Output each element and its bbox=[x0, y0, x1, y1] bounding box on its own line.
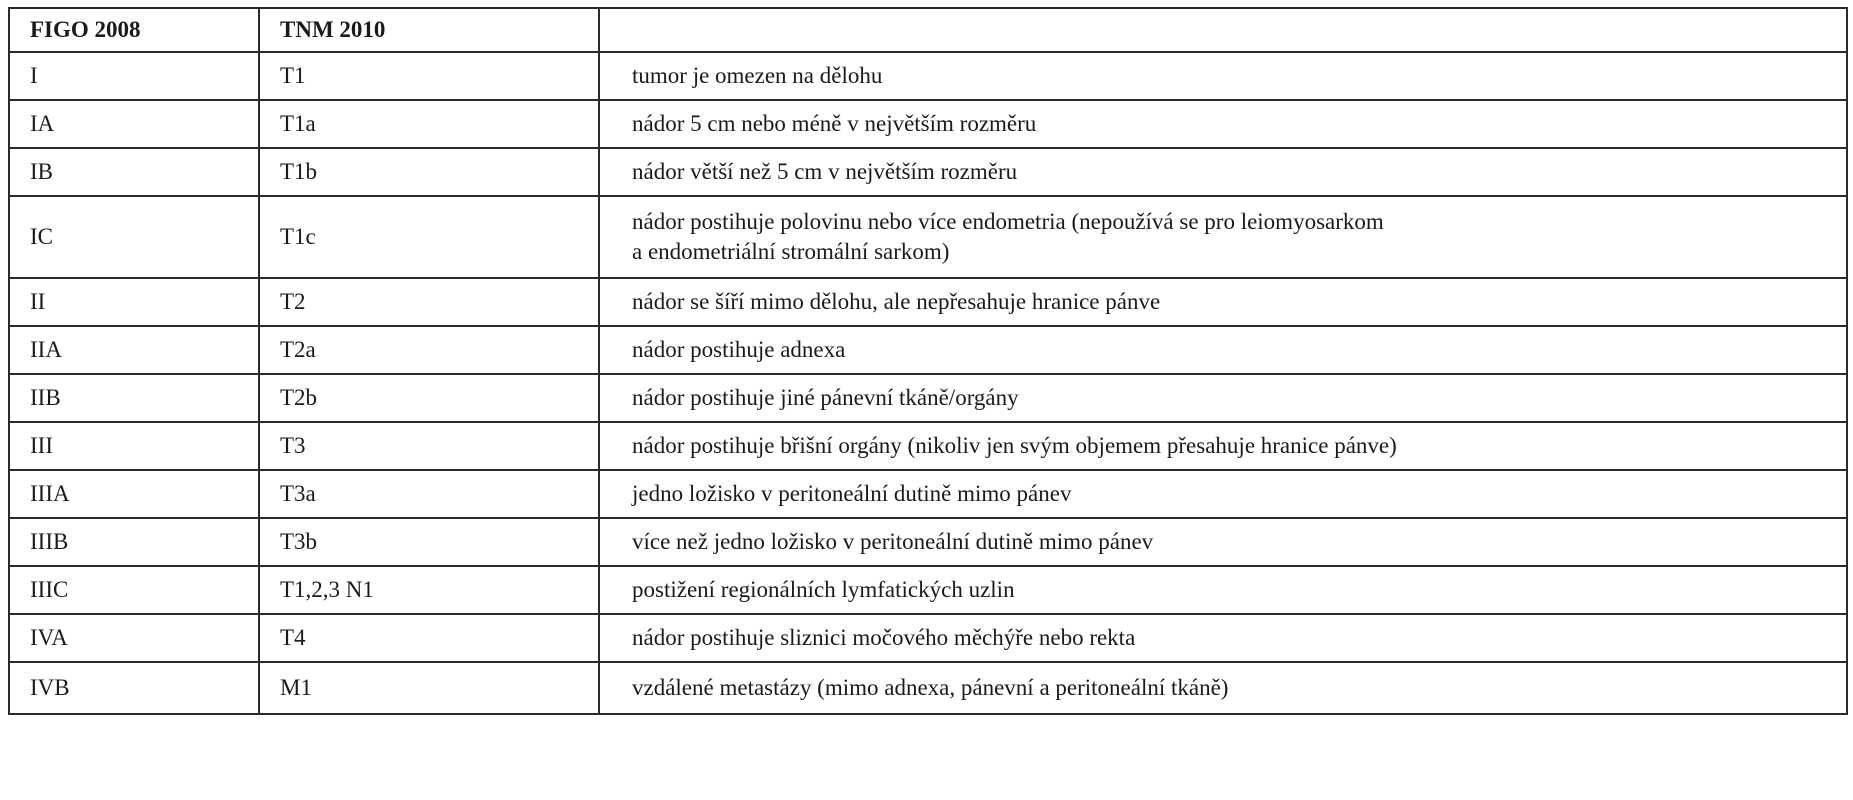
cell-description bbox=[599, 148, 1847, 196]
cell-tnm-stage: T3 bbox=[259, 422, 599, 470]
table-row bbox=[9, 614, 1847, 662]
description-line: jedno ložisko v peritoneální dutině mimo pánev bbox=[632, 481, 1072, 506]
cell-tnm-stage: T2a bbox=[259, 326, 599, 374]
cell-description bbox=[599, 662, 1847, 714]
header-description bbox=[599, 8, 1847, 52]
table-row bbox=[9, 662, 1847, 714]
table-row bbox=[9, 52, 1847, 100]
cell-figo-stage: IC bbox=[9, 196, 259, 278]
header-tnm: TNM 2010 bbox=[259, 8, 599, 52]
cell-figo-stage: IVB bbox=[9, 662, 259, 714]
cell-tnm-stage: T3b bbox=[259, 518, 599, 566]
cell-description bbox=[599, 278, 1847, 326]
cell-tnm-stage: T3a bbox=[259, 470, 599, 518]
cell-description bbox=[599, 52, 1847, 100]
table-row bbox=[9, 518, 1847, 566]
table-row bbox=[9, 278, 1847, 326]
header-figo: FIGO 2008 bbox=[9, 8, 259, 52]
description-line: nádor postihuje adnexa bbox=[632, 337, 846, 362]
staging-table bbox=[8, 7, 1848, 715]
cell-figo-stage: III bbox=[9, 422, 259, 470]
cell-figo-stage: II bbox=[9, 278, 259, 326]
cell-figo-stage: IIIA bbox=[9, 470, 259, 518]
cell-description bbox=[599, 470, 1847, 518]
cell-description bbox=[599, 196, 1847, 278]
description-line: vzdálené metastázy (mimo adnexa, pánevní a peritoneální tkáně) bbox=[632, 675, 1229, 700]
cell-figo-stage: IIIB bbox=[9, 518, 259, 566]
description-line: nádor 5 cm nebo méně v největším rozměru bbox=[632, 111, 1037, 136]
table-row bbox=[9, 100, 1847, 148]
cell-description bbox=[599, 614, 1847, 662]
description-line: více než jedno ložisko v peritoneální dutině mimo pánev bbox=[632, 529, 1154, 554]
cell-description bbox=[599, 566, 1847, 614]
cell-description bbox=[599, 100, 1847, 148]
description-line: nádor větší než 5 cm v největším rozměru bbox=[632, 159, 1018, 184]
table-row bbox=[9, 374, 1847, 422]
cell-description bbox=[599, 422, 1847, 470]
cell-tnm-stage: T1,2,3 N1 bbox=[259, 566, 599, 614]
cell-tnm-stage: T2b bbox=[259, 374, 599, 422]
description-line: tumor je omezen na dělohu bbox=[632, 63, 883, 88]
description-line: a endometriální stromální sarkom) bbox=[632, 239, 950, 264]
cell-figo-stage: IVA bbox=[9, 614, 259, 662]
cell-figo-stage: I bbox=[9, 52, 259, 100]
description-line: nádor postihuje břišní orgány (nikoliv jen svým objemem přesahuje hranice pánve) bbox=[632, 433, 1397, 458]
table-row bbox=[9, 326, 1847, 374]
table-row bbox=[9, 196, 1847, 278]
table-body bbox=[9, 52, 1847, 714]
table-row bbox=[9, 148, 1847, 196]
cell-tnm-stage: T1 bbox=[259, 52, 599, 100]
cell-figo-stage: IIA bbox=[9, 326, 259, 374]
cell-tnm-stage: T2 bbox=[259, 278, 599, 326]
table-row bbox=[9, 566, 1847, 614]
cell-figo-stage: IB bbox=[9, 148, 259, 196]
cell-figo-stage: IIIC bbox=[9, 566, 259, 614]
description-line: nádor se šíří mimo dělohu, ale nepřesahuje hranice pánve bbox=[632, 289, 1161, 314]
cell-description bbox=[599, 326, 1847, 374]
cell-figo-stage: IA bbox=[9, 100, 259, 148]
cell-tnm-stage: T1a bbox=[259, 100, 599, 148]
table-row bbox=[9, 422, 1847, 470]
cell-description bbox=[599, 518, 1847, 566]
table-row bbox=[9, 470, 1847, 518]
cell-tnm-stage: M1 bbox=[259, 662, 599, 714]
description-line: postižení regionálních lymfatických uzlin bbox=[632, 577, 1015, 602]
description-line: nádor postihuje sliznici močového měchýře nebo rekta bbox=[632, 625, 1136, 650]
cell-tnm-stage: T1b bbox=[259, 148, 599, 196]
cell-tnm-stage: T4 bbox=[259, 614, 599, 662]
cell-description bbox=[599, 374, 1847, 422]
cell-figo-stage: IIB bbox=[9, 374, 259, 422]
table-header-row bbox=[9, 8, 1847, 52]
description-line: nádor postihuje polovinu nebo více endometria (nepoužívá se pro leiomyosarkom bbox=[632, 209, 1384, 234]
description-line: nádor postihuje jiné pánevní tkáně/orgány bbox=[632, 385, 1019, 410]
cell-tnm-stage: T1c bbox=[259, 196, 599, 278]
